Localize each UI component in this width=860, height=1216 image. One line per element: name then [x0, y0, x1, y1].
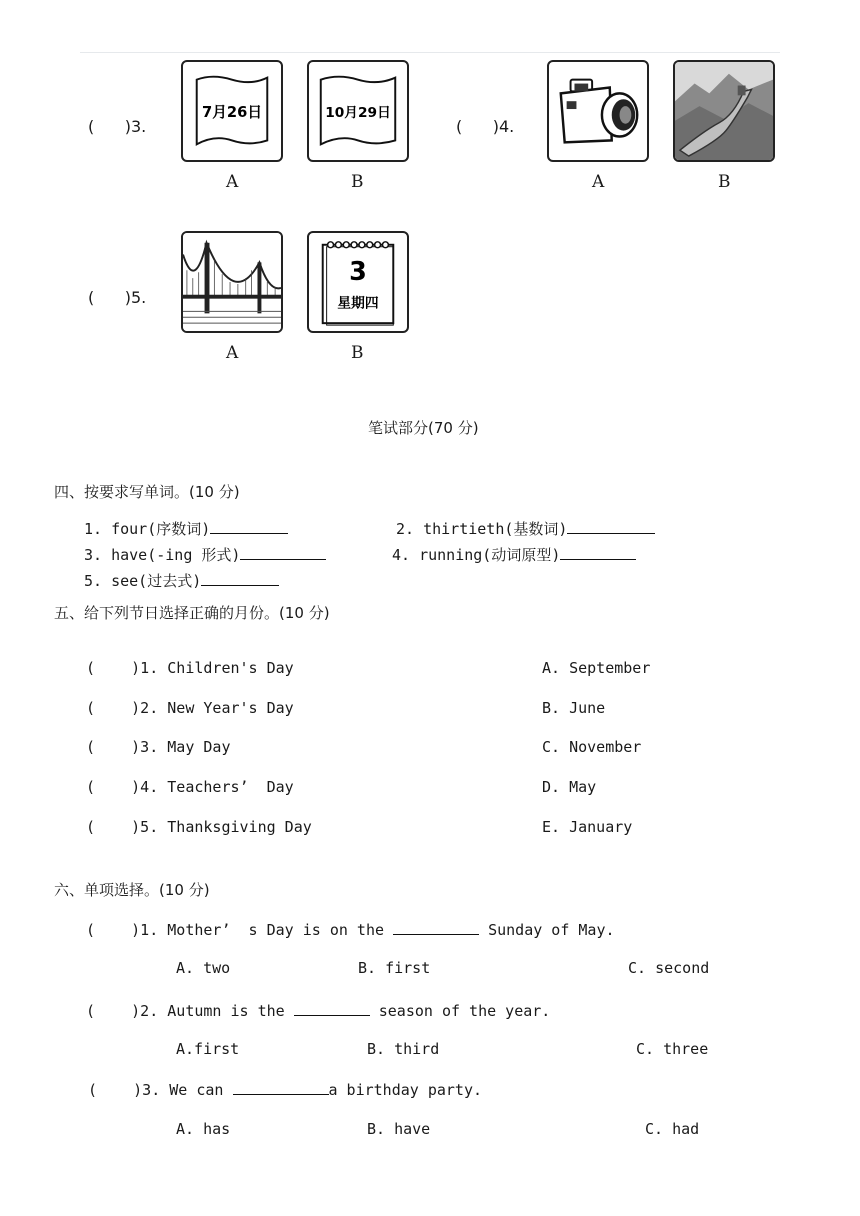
top-divider	[80, 52, 780, 53]
section6-heading: 六、单项选择。(10 分)	[54, 881, 210, 899]
s6-answer-blank-1[interactable]	[393, 920, 479, 935]
q4-label-b: B	[718, 172, 731, 192]
s5-left-item-1: ( )1. Children's Day	[86, 659, 294, 677]
q4-label-a: A	[592, 172, 605, 192]
s4-answer-blank-2[interactable]	[567, 519, 655, 534]
s4-item-2: 2. thirtieth(基数词)	[396, 518, 655, 539]
s5-left-item-5: ( )5. Thanksgiving Day	[86, 818, 312, 836]
q3-label-a: A	[226, 172, 239, 192]
s6-q3-option-b: B. have	[367, 1120, 431, 1138]
q4-option-b-great-wall	[673, 60, 775, 162]
section4-heading: 四、按要求写单词。(10 分)	[54, 483, 240, 501]
q3-paren: ( )3.	[88, 117, 147, 136]
s4-item-4: 4. running(动词原型)	[392, 544, 636, 565]
s6-answer-blank-3[interactable]	[233, 1080, 329, 1095]
s4-item-1: 1. four(序数词)	[84, 518, 288, 539]
calendar-weekday: 星期四	[337, 295, 379, 312]
s5-right-option-d: D. May	[542, 778, 597, 796]
q5-option-a-bridge	[181, 231, 283, 333]
q5-label-b: B	[351, 343, 364, 363]
s5-left-item-3: ( )3. May Day	[86, 738, 231, 756]
q3-option-b-picture	[307, 60, 409, 162]
s4-answer-blank-4[interactable]	[560, 545, 636, 560]
s6-q1-option-c: C. second	[628, 959, 710, 977]
s6-q3-option-c: C. had	[645, 1120, 700, 1138]
q5-label-a: A	[226, 343, 239, 363]
s5-right-option-c: C. November	[542, 738, 642, 756]
q5-option-b-calendar	[307, 231, 409, 333]
s6-question-1: ( )1. Mother’ s Day is on the Sunday of May.	[86, 921, 615, 939]
calendar-day: 3	[349, 257, 367, 288]
s6-q3-option-a: A. has	[176, 1120, 231, 1138]
s5-right-option-b: B. June	[542, 699, 606, 717]
q5-paren: ( )5.	[88, 288, 147, 307]
calendar-icon	[309, 233, 407, 331]
camera-icon	[549, 62, 647, 160]
s6-question-3: ( )3. We can a birthday party.	[88, 1081, 483, 1099]
s5-left-item-4: ( )4. Teachers’ Day	[86, 778, 294, 796]
q4-option-a-camera	[547, 60, 649, 162]
written-part-title: 笔试部分(70 分)	[368, 419, 479, 437]
s6-q1-option-a: A. two	[176, 959, 231, 977]
s6-q2-option-b: B. third	[367, 1040, 440, 1058]
s4-answer-blank-5[interactable]	[201, 571, 279, 586]
s4-answer-blank-1[interactable]	[210, 519, 288, 534]
s4-item-5: 5. see(过去式)	[84, 570, 279, 591]
s6-answer-blank-2[interactable]	[294, 1001, 370, 1016]
s4-item-3: 3. have(-ing 形式)	[84, 544, 326, 565]
s6-q2-option-a: A.first	[176, 1040, 240, 1058]
q3-b-date-text: 10月29日	[325, 104, 391, 121]
q3-option-a-picture	[181, 60, 283, 162]
q3-a-date-text: 7月26日	[201, 103, 263, 121]
s4-answer-blank-3[interactable]	[240, 545, 326, 560]
section5-heading: 五、给下列节日选择正确的月份。(10 分)	[54, 604, 330, 622]
s5-right-option-a: A. September	[542, 659, 651, 677]
s6-question-2: ( )2. Autumn is the season of the year.	[86, 1002, 551, 1020]
s6-q1-option-b: B. first	[358, 959, 431, 977]
q3-label-b: B	[351, 172, 364, 192]
q4-paren: ( )4.	[456, 117, 515, 136]
s5-right-option-e: E. January	[542, 818, 633, 836]
s6-q2-option-c: C. three	[636, 1040, 709, 1058]
s5-left-item-2: ( )2. New Year's Day	[86, 699, 294, 717]
